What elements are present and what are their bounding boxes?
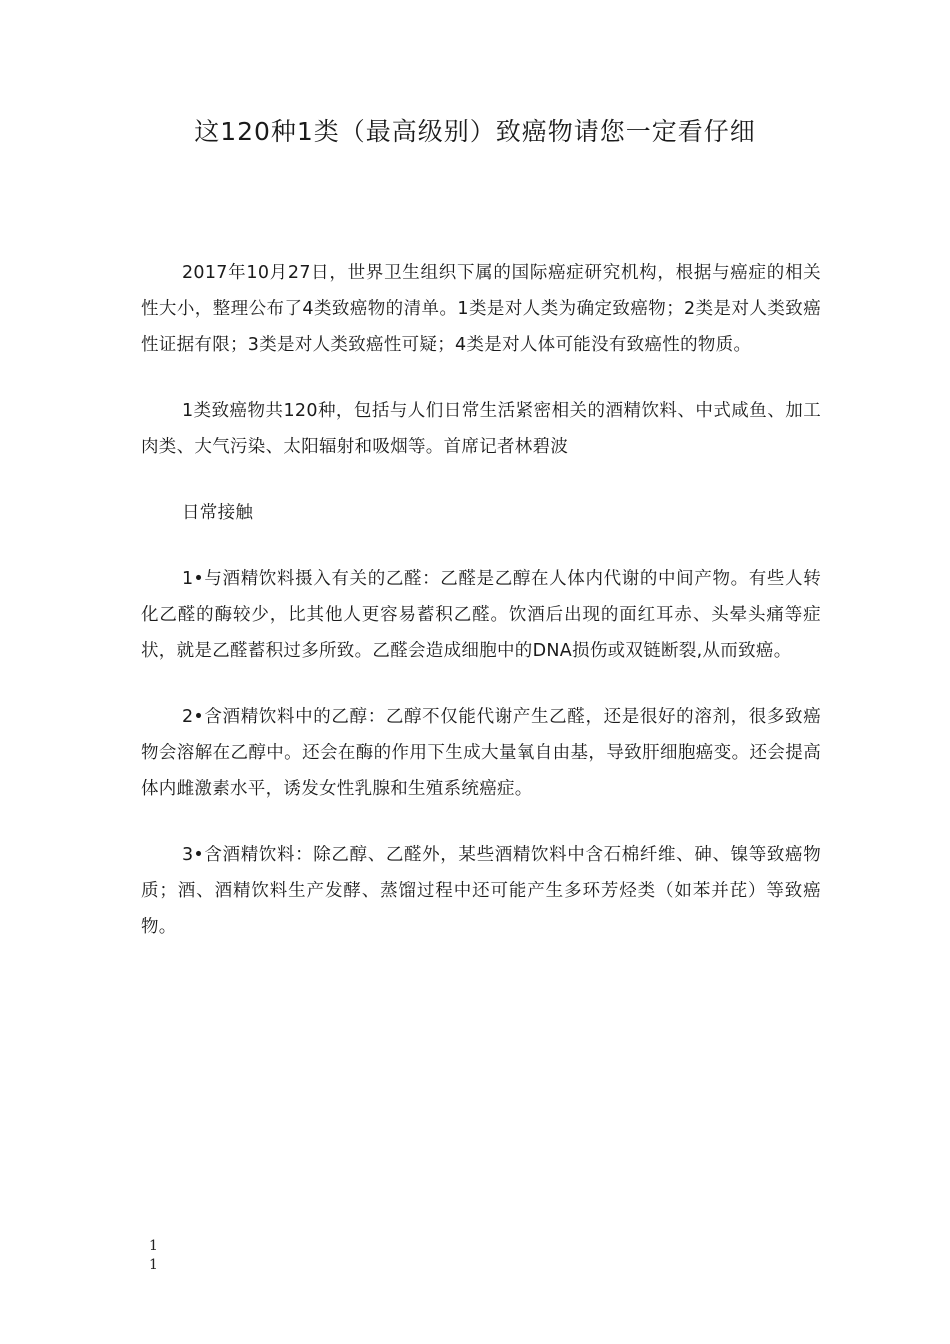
paragraph-item-1: 1•与酒精饮料摄入有关的乙醛：乙醛是乙醇在人体内代谢的中间产物。有些人转化乙醛的酶较少，比其他人更容易蓄积乙醛。饮酒后出现的面红耳赤、头晕头痛等症状，就是乙醛蓄积过多所致。乙醛会造成细胞中的DNA损伤或双链断裂,从而致癌。: [141, 569, 821, 661]
paragraph-item-2: 2•含酒精饮料中的乙醇：乙醇不仅能代谢产生乙醛，还是很好的溶剂，很多致癌物会溶解在乙醇中。还会在酶的作用下生成大量氧自由基，导致肝细胞癌变。还会提高体内雌激素水平，诱发女性乳腺和生殖系统癌症。: [141, 707, 821, 799]
page-number: [149, 1237, 158, 1275]
section-heading-daily-contact: 日常接触: [182, 503, 254, 523]
paragraph-intro: 2017年10月27日，世界卫生组织下属的国际癌症研究机构，根据与癌症的相关性大小，整理公布了4类致癌物的清单。1类是对人类为确定致癌物；2类是对人类致癌性证据有限；3类是对人类致癌性可疑；4类是对人体可能没有致癌性的物质。: [141, 263, 821, 355]
document-title: 这120种1类（最高级别）致癌物请您一定看仔细: [194, 117, 756, 146]
page-number-line-2: 1: [149, 1257, 158, 1273]
paragraph-item-3: 3•含酒精饮料：除乙醇、乙醛外，某些酒精饮料中含石棉纤维、砷、镍等致癌物质；酒、酒精饮料生产发酵、蒸馏过程中还可能产生多环芳烃类（如苯并芘）等致癌物。: [141, 845, 821, 937]
page-number-line-1: 1: [149, 1238, 158, 1254]
paragraph-summary: 1类致癌物共120种，包括与人们日常生活紧密相关的酒精饮料、中式咸鱼、加工肉类、大气污染、太阳辐射和吸烟等。首席记者林碧波: [141, 401, 821, 457]
document-body: [141, 255, 821, 975]
